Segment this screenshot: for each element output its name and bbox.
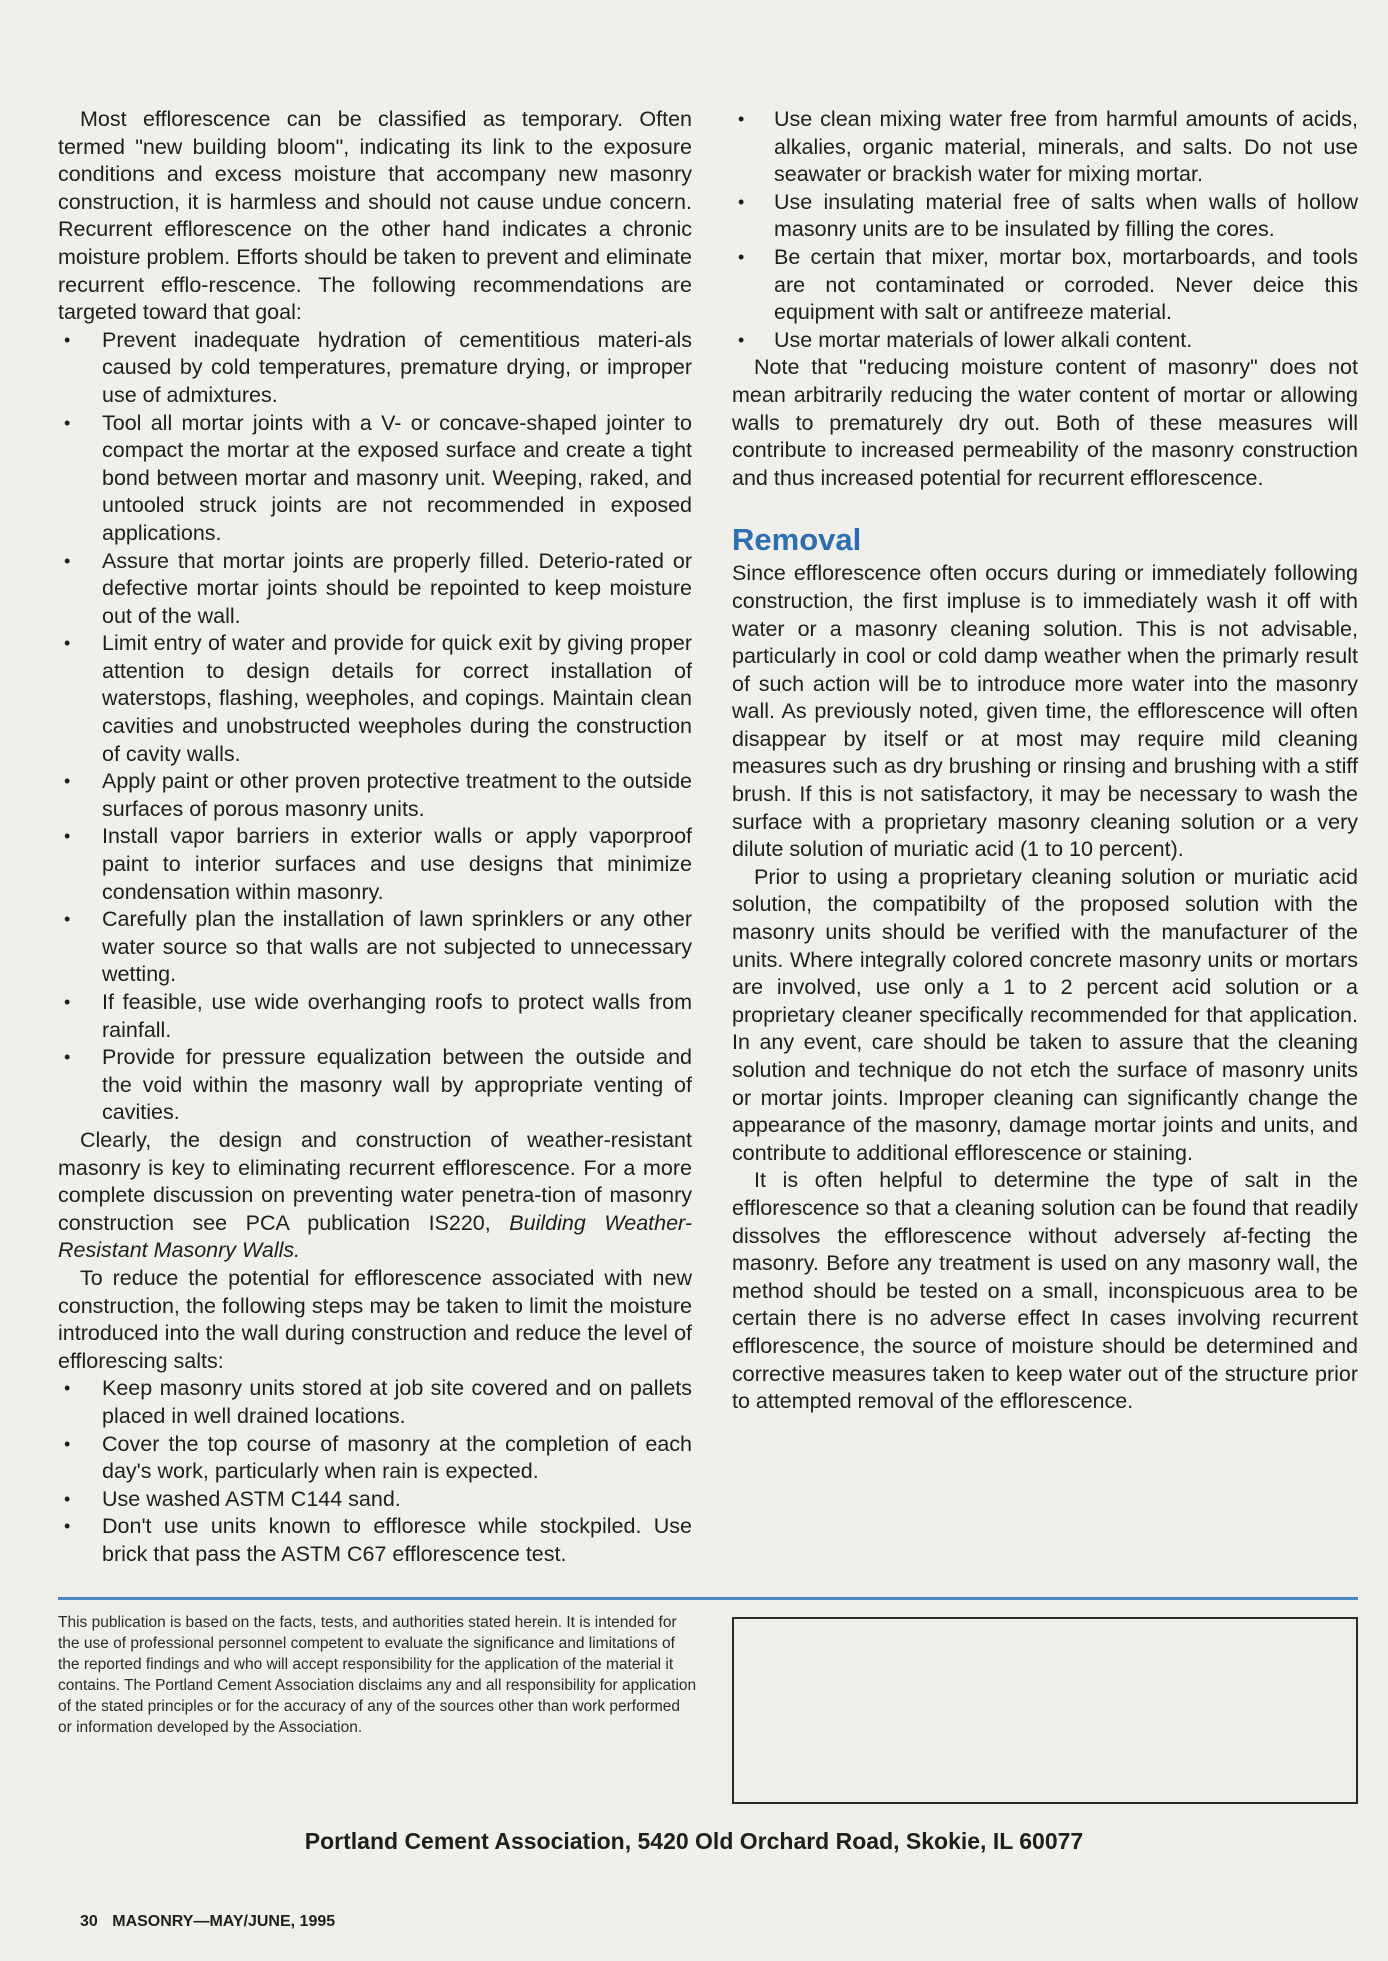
note-paragraph: Note that "reducing moisture content of masonry" does not mean arbitrarily reducing the water content of mortar or allowing walls to prematurely dry out. Both of these measures will contribute to increased permeability of the masonry construction and thus increased potential for recurrent efflorescence. [732, 355, 1358, 490]
list-item: • Use mortar materials of lower alkali content. [732, 327, 1358, 355]
right-column [732, 106, 1358, 1416]
page-number: 30 [80, 1913, 98, 1930]
list-item: • Use clean mixing water free from harmful amounts of acids, alkalies, organic material, minerals, and salts. Do not use seawater or brackish water for mixing mortar. [732, 106, 1358, 189]
clearly-paragraph [58, 1127, 692, 1265]
removal-paragraph-3: It is often helpful to determine the type of salt in the efflorescence so that a cleaning solution can be found that readily dissolves the efflorescence without adversely af-fecting the masonry. Before any treatment is used on any masonry wall, the method should be tested on a small, inconspicuous area to be certain there is no adverse effect In cases involving recurrent efflorescence, the source of moisture should be determined and corrective measures taken to keep water out of the structure prior to attempted removal of the efflorescence. [732, 1168, 1358, 1414]
association-address: Portland Cement Association, 5420 Old Orchard Road, Skokie, IL 60077 [304, 1828, 1084, 1854]
list-item: • Be certain that mixer, mortar box, mortarboards, and tools are not contaminated or corroded. Never deice this equipment with salt or antifreeze material. [732, 244, 1358, 327]
clearly-text: Clearly, the design and construction of weather-resistant masonry is key to eliminating recurrent efflorescence. For a more complete discussion on preventing water penetra-tion of masonry construction see PCA publication IS220, [58, 1127, 692, 1235]
list-item: • Provide for pressure equalization between the outside and the void within the masonry wall by appropriate venting of cavities. [58, 1044, 692, 1127]
empty-box [732, 1617, 1358, 1804]
list-item: • Use washed ASTM C144 sand. [58, 1486, 692, 1514]
list-item: • Tool all mortar joints with a V- or concave-shaped jointer to compact the mortar at the exposed surface and create a tight bond between mortar and masonry unit. Weeping, raked, and untooled struck joints are not recommended in exposed applications. [58, 410, 692, 548]
intro-paragraph: Most efflorescence can be classified as temporary. Often termed "new building bloom", indicating its link to the exposure conditions and excess moisture that accompany new masonry construction, it is harmless and should not cause undue concern. Recurrent efflorescence on the other hand indicates a chronic moisture problem. Efforts should be taken to prevent and eliminate recurrent efflo-rescence. The following recommendations are targeted toward that goal: [58, 107, 692, 325]
construction-steps-list-continued [732, 106, 1358, 354]
list-item: • Prevent inadequate hydration of cementitious materi-als caused by cold temperatures, premature drying, or improper use of admixtures. [58, 327, 692, 410]
list-item: • Keep masonry units stored at job site covered and on pallets placed in well drained locations. [58, 1375, 692, 1430]
disclaimer: This publication is based on the facts, tests, and authorities stated herein. It is intended for the use of professional personnel competent to evaluate the significance and limitations of the reported findings and who will accept responsibility for the application of the material it contains. The Portland Cement Association disclaims any and all responsibility for application of the stated principles or for the accuracy of any of the sources other than work performed or information developed by the Association. [58, 1614, 697, 1736]
reduce-paragraph: To reduce the potential for efflorescence associated with new construction, the following steps may be taken to limit the moisture introduced into the wall during construction and reduce the level of efflorescing salts: [58, 1265, 692, 1373]
list-item: • Cover the top course of masonry at the completion of each day's work, particularly when rain is expected. [58, 1431, 692, 1486]
page-footer [80, 1913, 335, 1931]
removal-paragraph-1: Since efflorescence often occurs during or immediately following construction, the first impluse is to immediately wash it off with water or a masonry cleaning solution. This is not advisable, particularly in cool or cold damp weather when the primarly result of such action will be to introduce more water into the masonry wall. As previously noted, given time, the efflorescence will often disappear by itself or at most may require mild cleaning measures such as dry brushing or rinsing and brushing with a stiff brush. If this is not satisfactory, it may be necessary to wash the surface with a proprietary masonry cleaning solution or a very dilute solution of muriatic acid (1 to 10 percent). [732, 561, 1358, 862]
recommendations-list [58, 327, 692, 1127]
publication-title: Building Weather-Resistant Masonry Walls. [58, 1210, 692, 1263]
list-item: • Carefully plan the installation of lawn sprinklers or any other water source so that walls are not subjected to unnecessary wetting. [58, 906, 692, 989]
publication-name: MASONRY—MAY/JUNE, 1995 [112, 1913, 336, 1930]
list-item: • Install vapor barriers in exterior walls or apply vaporproof paint to interior surfaces and use designs that minimize condensation within masonry. [58, 823, 692, 906]
list-item: • If feasible, use wide overhanging roofs to protect walls from rainfall. [58, 989, 692, 1044]
construction-steps-list [58, 1375, 692, 1568]
list-item: • Don't use units known to effloresce while stockpiled. Use brick that pass the ASTM C67 efflorescence test. [58, 1513, 692, 1568]
removal-heading: Removal [732, 522, 862, 558]
removal-paragraph-2: Prior to using a proprietary cleaning solution or muriatic acid solution, the compatibilty of the proposed solution with the masonry units should be verified with the manufacturer of the units. Where integrally colored concrete masonry units or mortars are involved, use only a 1 to 2 percent acid solution or a proprietary cleaner specifically recommended for that application. In any event, care should be taken to assure that the cleaning solution and technique do not etch the surface of masonry units or mortar joints. Improper cleaning can significantly change the appearance of the masonry, damage mortar joints and units, and contribute to additional efflorescence or staining. [732, 864, 1358, 1165]
list-item: • Assure that mortar joints are properly filled. Deterio-rated or defective mortar joints should be repointed to keep moisture out of the wall. [58, 548, 692, 631]
list-item: • Apply paint or other proven protective treatment to the outside surfaces of porous masonry units. [58, 768, 692, 823]
divider-rule [58, 1597, 1358, 1600]
left-column [58, 106, 692, 1568]
list-item: • Limit entry of water and provide for quick exit by giving proper attention to design details for correct installation of waterstops, flashing, weepholes, and copings. Maintain clean cavities and unobstructed weepholes during the construction of cavity walls. [58, 630, 692, 768]
list-item: • Use insulating material free of salts when walls of hollow masonry units are to be insulated by filling the cores. [732, 189, 1358, 244]
